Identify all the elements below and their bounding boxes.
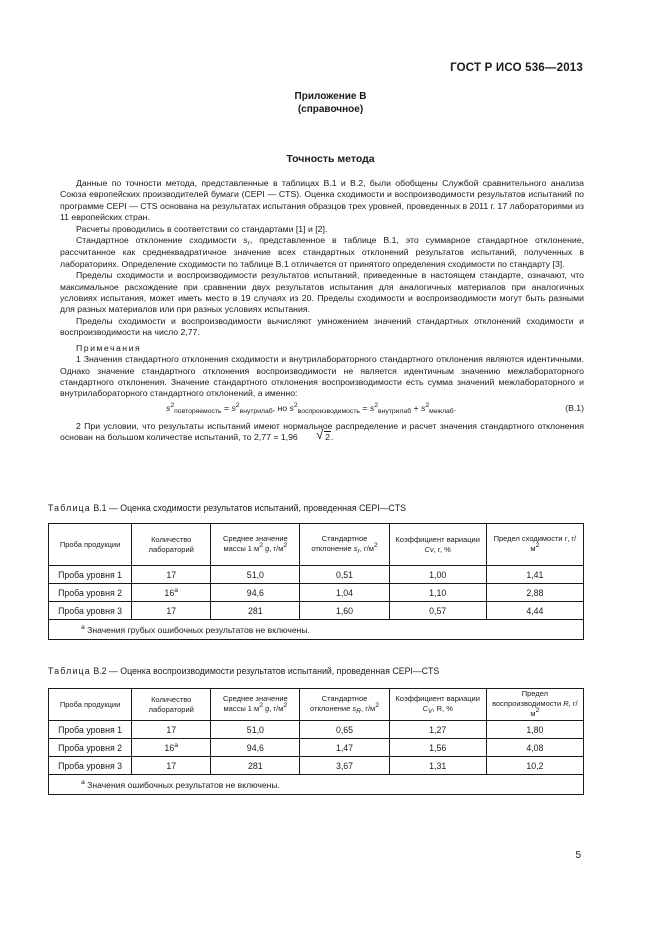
body-text: [60, 178, 584, 444]
header-cell: Стандартное отклонение sR, г/м2: [300, 689, 389, 721]
table1: [48, 523, 584, 640]
header-cell: Количество лабораторий: [132, 689, 211, 721]
header-cell: Стандартное отклонение sr, г/м2: [300, 524, 389, 566]
page-number: 5: [575, 850, 581, 861]
table-row: Проба уровня 1 17 51,0 0,65 1,27 1,80: [49, 721, 584, 739]
paragraph: Данные по точности метода, представленные в таблицах В.1 и В.2, были обобщены Службой сравнительного анализа Союза европейских производителей бумаги (СЕРI — CTS). Оценка сходимости и воспроизводимости результатов испытаний по программе СЕРI — CTS основана на результатах испытания образцов трех уровней, проведенных в 2011 г. 17 лабораториями из 11 европейских стран.: [60, 178, 584, 223]
annex-title: Приложение В: [294, 91, 367, 102]
header-cell: Предел сходимости r, г/м2: [486, 524, 583, 566]
paragraph-text: Стандартное отклонение сходимости: [76, 235, 244, 246]
table-row: Проба уровня 3 17 281 1,60 0,57 4,44: [49, 602, 584, 620]
header-cell: Среднее значение массы 1 м2 g, г/м2: [211, 524, 300, 566]
header-cell: Проба продукции: [49, 524, 132, 566]
table-row: Проба уровня 2 16$^a$ 94,6 1,04 1,10 2,88: [49, 584, 584, 602]
header-cell: Среднее значение массы 1 м2 g, г/м2: [211, 689, 300, 721]
table-footnote: $^a$ Значения ошибочных результатов не включены.: [49, 775, 584, 795]
paragraph: [60, 235, 584, 270]
paragraph: Расчеты проводились в соответствии со стандартами [1] и [2].: [76, 223, 328, 234]
table1-caption: Таблица В.1 — Оценка сходимости результатов испытаний, проведенная СЕРI—CTS: [48, 503, 407, 513]
table2-caption: Таблица В.2 — Оценка воспроизводимости результатов испытаний, проведенная СЕРI—CTS: [48, 666, 440, 676]
table-footnote: $^a$ Значения грубых ошибочных результатов не включены.: [49, 620, 584, 640]
table-row: Проба уровня 1 17 51,0 0,51 1,00 1,41: [49, 566, 584, 584]
subscript: r: [247, 240, 250, 248]
note-1: 1 Значения стандартного отклонения сходимости и внутрилабораторного стандартного отклонения являются идентичными. Однако значение стандартного отклонения воспроизводимости не является идентичным значению межлабораторного стандартного отклонения. Значение стандартного отклонения воспроизводимости есть сумма значений межлабораторного и внутрилабораторного стандартного отклонений, а именно:: [60, 354, 584, 399]
table-header-row: [49, 689, 584, 721]
header-cell: Количество лабораторий: [132, 524, 211, 566]
formula-b1: [60, 402, 584, 417]
paragraph: Пределы сходимости и воспроизводимости результатов испытаний, приведенные в настоящем стандарте, означают, что максимальное расхождение при сравнении двух результатов испытания для аналогичных материалов при аналогичных условиях испытания, может иметь место в 19 случаях из 20. Пределы сходимости и воспроизводимости могут быть разными для разных материалов или при разных условиях испытания.: [60, 270, 584, 315]
section-title: Точность метода: [286, 153, 375, 165]
annex-heading: [0, 90, 661, 116]
header-cell: Коэффициент вариации CV, R, %: [389, 689, 486, 721]
table-row: Проба уровня 2 16$^a$ 94,6 1,47 1,56 4,08: [49, 739, 584, 757]
header-cell: Предел воспроизводимости R, г/м2: [486, 689, 583, 721]
header-cell: Проба продукции: [49, 689, 132, 721]
paragraph-text: , представленное в таблице В.1, это суммарное стандартное отклонение, рассчитанное как среднеквадратичное значение всех стандартных отклонений результатов испытаний, полученных в лабораториях. Определение сходимости по таблице В.1 отличается от принятого определения сходимости по стандарту [3].: [60, 235, 585, 269]
formula-expression: $s^2_{повторяемость} = s^2_{внутрилаб}$, но $s^2_{воспроизводимость} = s^2_{внутрилаб} + s^2_{межлаб}$.: [166, 401, 457, 415]
table-footnote-row: [49, 620, 584, 640]
table-header-row: [49, 524, 584, 566]
paragraph: Пределы сходимости и воспроизводимости вычисляют умножением значений стандартных отклонений сходимости и воспроизводимости на число 2,77.: [60, 315, 584, 338]
header-cell: Коэффициент вариации Cv, r, %: [389, 524, 486, 566]
annex-subtitle: (справочное): [297, 104, 364, 115]
formula-number: (В.1): [565, 402, 584, 413]
sqrt-symbol: √ 2: [316, 427, 331, 443]
note-2: 2 При условии, что результаты испытаний имеют нормальное распределение и расчет значения стандартного отклонения основан на большом количестве испытаний, то 2,77 = 1,96 √ 2.: [60, 420, 584, 443]
standard-header: ГОСТ Р ИСО 536—2013: [450, 62, 583, 74]
notes-heading: Примечания: [76, 342, 142, 353]
symbol: s: [243, 235, 248, 246]
table-row: Проба уровня 3 17 281 3,67 1,31 10,2: [49, 757, 584, 775]
table-footnote-row: [49, 775, 584, 795]
table2: [48, 688, 584, 795]
